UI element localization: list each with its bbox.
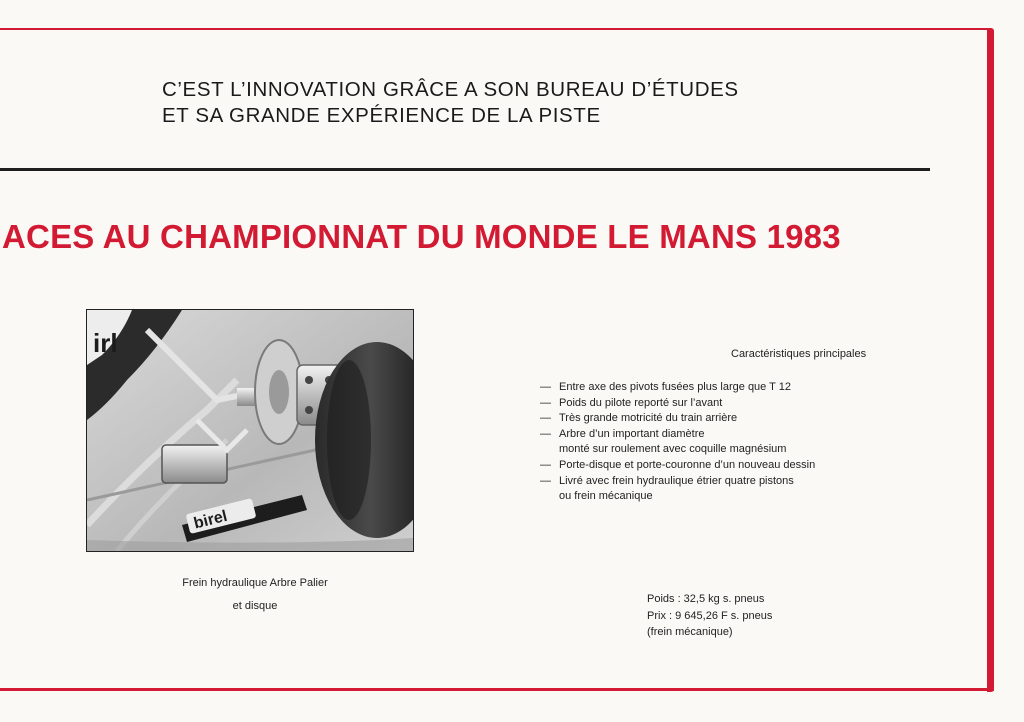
spec-dash: — [540,474,551,487]
spec-item [540,474,815,505]
horizontal-rule [0,168,930,171]
photo-brand-text: birel [192,507,230,533]
spec-item [540,411,815,427]
spec-text: Porte-disque et porte-couronne d’un nouveau dessin [559,458,816,471]
frame-right-border [987,28,994,692]
headline-line-2: ET SA GRANDE EXPÉRIENCE DE LA PISTE [162,104,601,127]
specs-list [540,380,815,505]
headline-line-1: C’EST L’INNOVATION GRÂCE A SON BUREAU D’ÉTUDES [162,78,739,101]
price-note: (frein mécanique) [647,626,733,638]
spec-item [540,380,815,396]
kart-brake-illustration [87,310,413,551]
specs-title: Caractéristiques principales [731,348,867,360]
spec-text: Livré avec frein hydraulique étrier quatre pistons [559,474,794,487]
price-text: Prix : 9 645,26 F s. pneus [647,609,773,622]
spec-text: Très grande motricité du train arrière [559,412,738,425]
weight-text: Poids : 32,5 kg s. pneus [647,593,765,605]
spec-dash: — [540,427,551,440]
spec-item [540,458,815,474]
headline [162,77,739,129]
spec-continuation: monté sur roulement avec coquille magnésium [559,443,787,456]
photo-caption [140,572,370,618]
weight-price-block [647,591,772,641]
spec-item [540,396,815,412]
spec-dash: — [540,396,551,409]
caption-line-2: et disque [232,600,278,612]
spec-dash: — [540,381,551,393]
spec-text: Arbre d’un important diamètre [559,427,705,440]
spec-dash: — [540,458,551,471]
kart-axle-photo [86,309,414,552]
spec-continuation: ou frein mécanique [559,490,653,503]
photo-sticker-text: irl [93,328,118,358]
spec-item [540,427,815,458]
championship-banner: ACES AU CHAMPIONNAT DU MONDE LE MANS 1983 [2,218,841,255]
spec-dash: — [540,412,551,425]
spec-text: Entre axe des pivots fusées plus large que T 12 [559,381,791,393]
frame-top-border [0,28,989,30]
spec-text: Poids du pilote reporté sur l’avant [559,396,723,409]
frame-bottom-border [0,688,994,691]
caption-line-1: Frein hydraulique Arbre Palier [182,577,328,589]
